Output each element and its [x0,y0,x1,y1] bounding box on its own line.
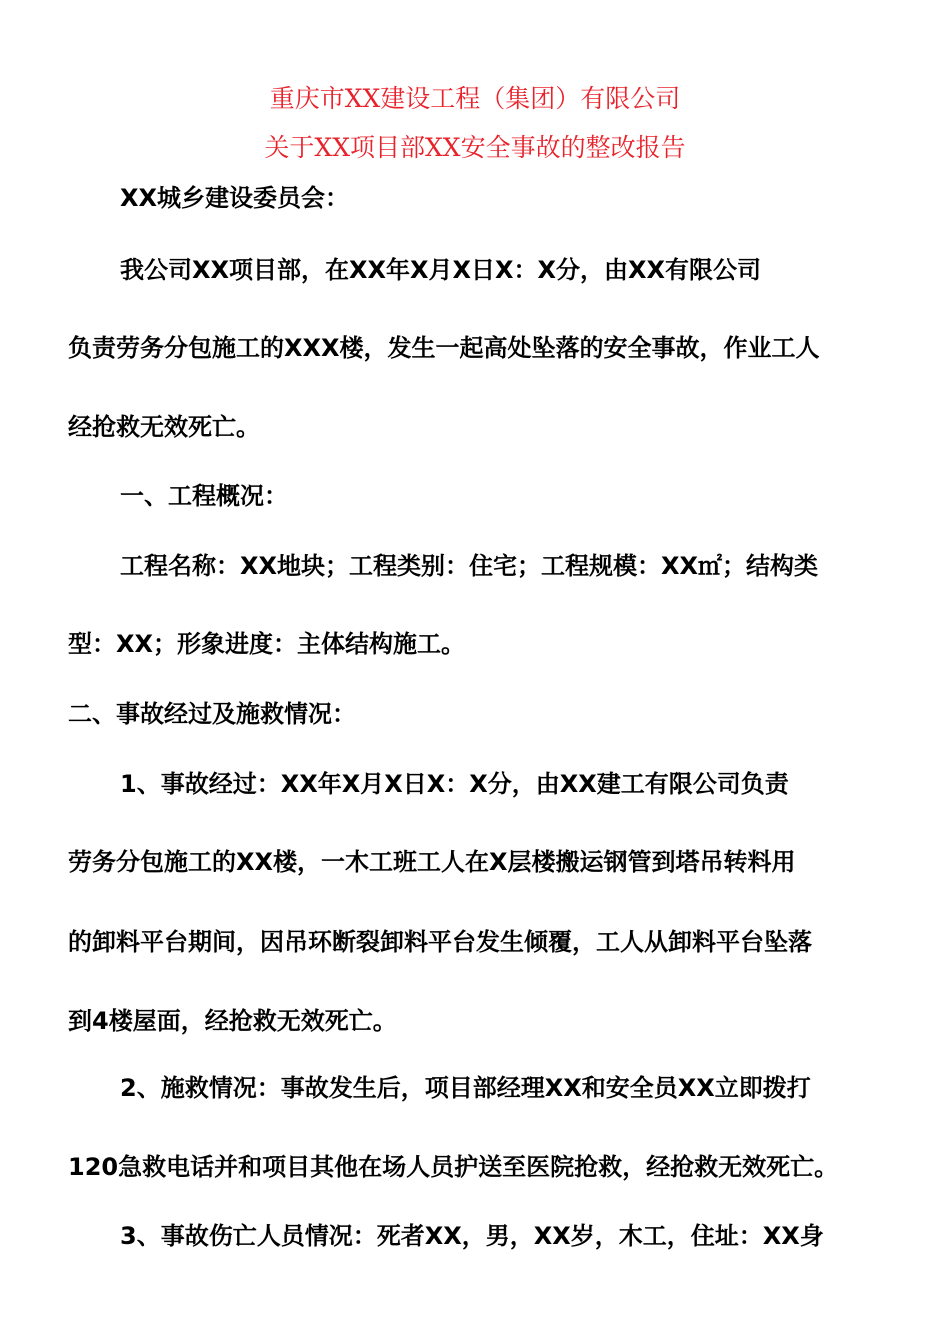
item2-line: 2、施救情况：事故发生后，项目部经理XX和安全员XX立即拨打 [120,1074,811,1102]
section1-text-line: 工程名称：XX地块；工程类别：住宅；工程规模：XX㎡；结构类 [120,552,819,580]
item1-line: 到4楼屋面，经抢救无效死亡。 [68,1007,397,1035]
intro-line: 负责劳务分包施工的XXX楼，发生一起高处坠落的安全事故，作业工人 [68,334,820,362]
item1-line: 劳务分包施工的XX楼，一木工班工人在X层楼搬运钢管到塔吊转料用 [68,848,796,876]
section1-text-line: 型：XX；形象进度：主体结构施工。 [68,630,466,658]
intro-line: 我公司XX项目部，在XX年X月X日X：X分，由XX有限公司 [120,256,762,284]
intro-line: 经抢救无效死亡。 [68,413,260,441]
item1-line: 的卸料平台期间，因吊环断裂卸料平台发生倾覆，工人从卸料平台坠落 [68,928,812,956]
company-title: 重庆市XX建设工程（集团）有限公司 [269,84,681,113]
report-title: 关于XX项目部XX安全事故的整改报告 [264,133,686,162]
addressee: XX城乡建设委员会： [120,184,350,212]
item2-line: 120急救电话并和项目其他在场人员护送至医院抢救，经抢救无效死亡。 [68,1153,839,1181]
section1-heading: 一、工程概况： [120,482,288,510]
section2-heading: 二、事故经过及施救情况： [68,700,356,728]
item3-line: 3、事故伤亡人员情况：死者XX，男，XX岁，木工，住址：XX身 [120,1222,824,1250]
item1-line: 1、事故经过：XX年X月X日X：X分，由XX建工有限公司负责 [120,770,789,798]
